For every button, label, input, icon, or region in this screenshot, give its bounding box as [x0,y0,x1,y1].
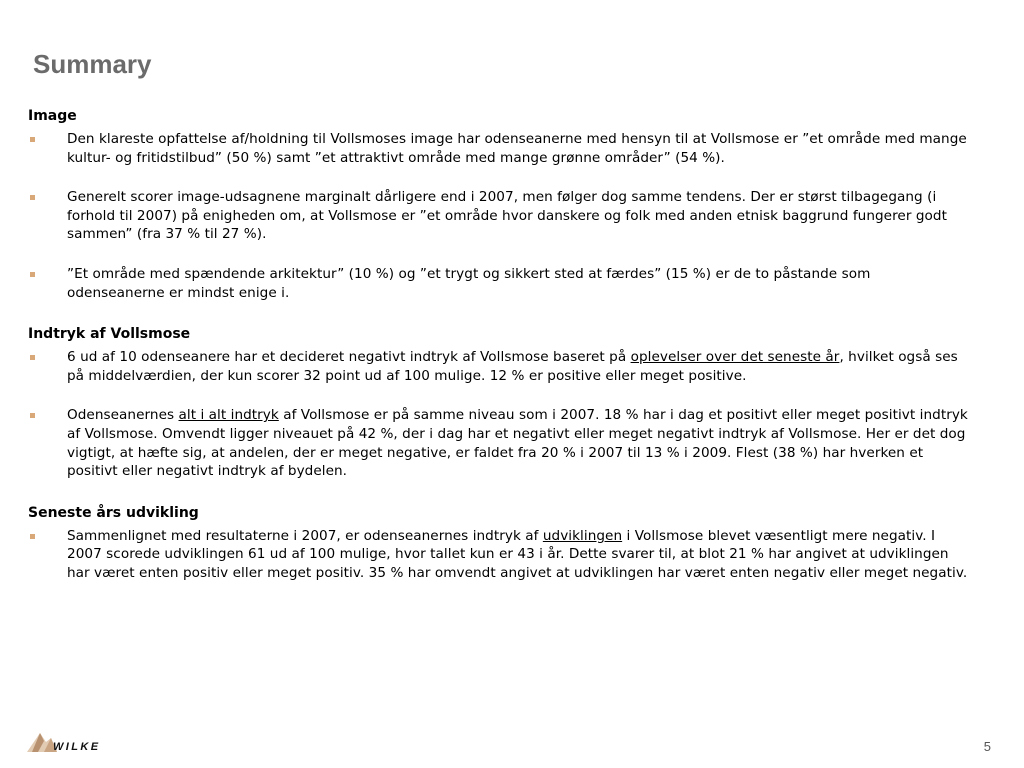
bullet-list [28,348,968,481]
bullet-marker-icon [30,413,35,418]
slide-title: Summary [33,49,152,79]
text-run: i Vollsmose blevet væsentligt mere negativ. I 2007 scorede udviklingen 61 ud af 100 mulige, hvor tallet kun er 43 i år. Dette svarer til, at blot 21 % har angivet at udviklingen har været enten positiv eller meget positiv. 35 % har omvendt angivet at udviklingen har været enten negativ eller meget negativ. [67,527,968,581]
underlined-phrase: alt i alt indtryk [178,407,279,424]
text-run: ”Et område med spændende arkitektur” (10 %) og ”et trygt og sikkert sted at færdes” (15 %) er de to påstande som odenseanerne er mindst enige i. [67,265,871,301]
bullet-text [67,406,968,480]
bullet-item [28,406,968,480]
bullet-item [28,130,968,167]
text-run: Generelt scorer image-udsagnene marginalt dårligere end i 2007, men følger dog samme tendens. Der er størst tilbagegang (i forhold til 2007) på enigheden om, at Vollsmose er ”et område hvor danskere og folk med anden etnisk baggrund fungerer godt sammen” (fra 37 % til 27 %). [67,189,947,243]
text-run: Sammenlignet med resultaterne i 2007, er odenseanernes indtryk af [67,527,543,544]
bullet-item [28,348,968,385]
bullet-marker-icon [30,272,35,277]
bullet-marker-icon [30,137,35,142]
bullet-item [28,265,968,302]
text-run: Den klareste opfattelse af/holdning til Vollsmoses image har odenseanerne med hensyn til at Vollsmose er ”et område med mange kultur- og fritidstilbud” (50 %) samt ”et attraktivt område med mange grønne områder” (54 %). [67,131,967,166]
text-run: , hvilket også ses på middelværdien, der kun scorer 32 point ud af 100 mulige. 12 % er positive eller meget positive. [67,349,958,384]
logo-text: WILKE [53,741,101,753]
slide-content [28,107,968,583]
section-indtryk [28,325,968,481]
bullet-list [28,130,968,302]
text-run: af Vollsmose er på samme niveau som i 2007. 18 % har i dag et positivt eller meget positivt indtryk af Vollsmose. Omvendt ligger niveauet på 42 %, der i dag har et negativt eller meget negativt indtryk af Vollsmose. Her er det dog vigtigt, at hæfte sig, at andelen, der er meget negative, er faldet fra 20 % i 2007 til 13 % i 2009. Flest (38 %) har hverken et positivt eller negativt indtryk af bydelen. [67,407,968,480]
section-image [28,107,968,302]
bullet-text [67,348,968,385]
bullet-text [67,265,968,302]
wilke-logo [27,731,100,753]
bullet-text [67,188,968,244]
section-heading: Indtryk af Vollsmose [28,326,191,343]
section-udvikling [28,504,968,583]
bullet-text [67,130,968,167]
underlined-phrase: oplevelser over det seneste år [630,349,840,366]
bullet-marker-icon [30,355,35,360]
bullet-marker-icon [30,195,35,200]
text-run: Odenseanernes [67,407,179,424]
bullet-text [67,527,968,583]
underlined-phrase: udviklingen [542,527,623,544]
text-run: 6 ud af 10 odenseanere har et decideret negativt indtryk af Vollsmose baseret på [67,349,631,366]
section-heading: Image [28,108,77,124]
bullet-marker-icon [30,534,35,539]
page-number: 5 [983,739,991,754]
bullet-item [28,188,968,244]
bullet-list [28,527,968,583]
section-heading: Seneste års udvikling [28,504,199,521]
bullet-item [28,527,968,583]
